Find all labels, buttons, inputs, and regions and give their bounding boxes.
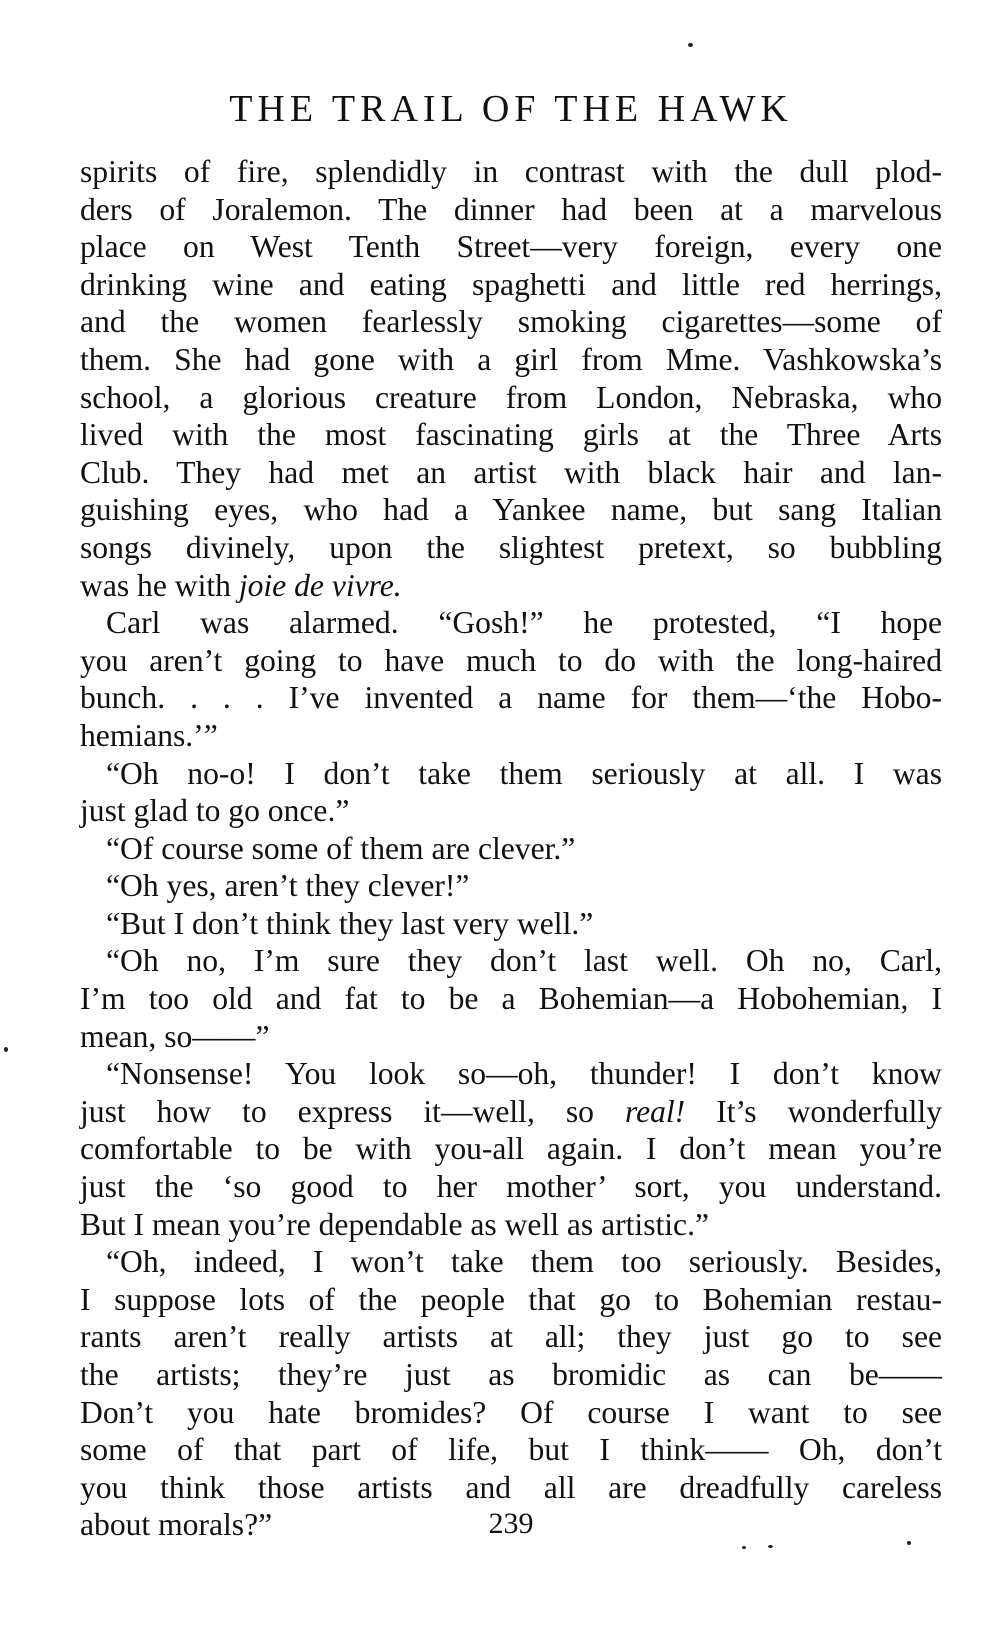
text-line [80, 1431, 942, 1469]
text-line [80, 905, 942, 943]
text-line-content: “Oh yes, aren’t they clever!” [106, 868, 470, 904]
text-line-content: “Oh no, I’m sure they don’t last well. Oh no, Carl, [106, 943, 942, 979]
text-line [80, 567, 942, 605]
print-speck [688, 43, 693, 47]
text-line-content: the artists; they’re just as bromidic as can be—— [80, 1357, 942, 1392]
text-line-content: But I mean you’re dependable as well as artistic.” [80, 1206, 710, 1242]
text-line-content: just the ‘so good to her mother’ sort, you understand. [80, 1169, 942, 1205]
text-line [80, 1168, 942, 1206]
book-page [80, 0, 942, 1650]
text-line [80, 1356, 942, 1394]
running-head: THE TRAIL OF THE HAWK [229, 88, 793, 130]
print-speck [768, 1545, 773, 1548]
italic-phrase: real! [624, 1093, 686, 1129]
body-text [80, 153, 942, 1544]
text-line [80, 379, 942, 417]
text-line-content: about morals?” [80, 1507, 273, 1543]
text-line [80, 755, 942, 793]
text-line-content: them. She had gone with a girl from Mme. Vashkowska’s [80, 341, 942, 377]
text-line-content: lived with the most fascinating girls at the Three Arts [80, 417, 942, 453]
italic-phrase: joie de vivre. [238, 567, 402, 603]
text-line [80, 1243, 942, 1281]
text-line [80, 1394, 942, 1432]
text-line-content: hemians.’” [80, 717, 218, 753]
print-speck [907, 1541, 911, 1545]
text-line [80, 867, 942, 905]
text-line [80, 1318, 942, 1356]
print-speck [742, 1546, 746, 1549]
text-line [80, 942, 942, 980]
text-line-content: Club. They had met an artist with black hair and lan- [80, 454, 942, 490]
text-line [80, 1469, 942, 1507]
text-line [80, 1206, 942, 1244]
text-line-content: and the women fearlessly smoking cigarettes—some of [80, 304, 942, 340]
text-line-content: drinking wine and eating spaghetti and little red herrings, [80, 266, 942, 302]
text-line-content: just glad to go once.” [80, 793, 350, 829]
text-line [80, 416, 942, 454]
text-line [80, 228, 942, 266]
text-line [80, 604, 942, 642]
text-line [80, 717, 942, 755]
text-line [80, 1055, 942, 1093]
text-line [80, 153, 942, 191]
text-line-content: spirits of fire, splendidly in contrast with the dull plod- [80, 154, 942, 189]
text-line [80, 1281, 942, 1319]
text-line-content: just how to express it—well, so [80, 1093, 625, 1129]
text-line-content: guishing eyes, who had a Yankee name, but sang Italian [80, 492, 942, 528]
text-line [80, 642, 942, 680]
print-speck [4, 1047, 8, 1052]
text-line [80, 529, 942, 567]
text-line-content: “But I don’t think they last very well.” [106, 905, 594, 941]
text-line-content: place on West Tenth Street—very foreign, every one [80, 229, 942, 265]
text-line [80, 980, 942, 1018]
text-line-content: ders of Joralemon. The dinner had been at a marvelous [80, 191, 942, 227]
text-line-content: comfortable to be with you-all again. I don’t mean you’re [80, 1131, 942, 1167]
text-line [80, 266, 942, 304]
text-line [80, 491, 942, 529]
text-line-content: “Oh no-o! I don’t take them seriously at all. I was [106, 755, 942, 791]
text-line-content: you think those artists and all are dreadfully careless [80, 1469, 942, 1505]
text-line [80, 792, 942, 830]
text-line-content: bunch. . . . I’ve invented a name for them—‘the Hobo- [80, 680, 942, 716]
text-line-content: rants aren’t really artists at all; they just go to see [80, 1319, 942, 1355]
text-line-content: mean, so——” [80, 1018, 270, 1054]
text-line [80, 341, 942, 379]
page-number: 239 [488, 1507, 534, 1540]
text-line-content: school, a glorious creature from London, Nebraska, who [80, 379, 942, 415]
text-line-content: I suppose lots of the people that go to Bohemian restau- [80, 1281, 942, 1317]
text-line [80, 1093, 942, 1131]
text-line-content: “Oh, indeed, I won’t take them too seriously. Besides, [106, 1244, 942, 1280]
text-line-content: “Of course some of them are clever.” [106, 830, 576, 866]
text-line-content: I’m too old and fat to be a Bohemian—a Hobohemian, I [80, 981, 942, 1017]
text-line-content: you aren’t going to have much to do with the long-haired [80, 642, 942, 678]
text-line [80, 454, 942, 492]
text-line-content: It’s wonderfully [685, 1093, 943, 1129]
text-line-content: Don’t you hate bromides? Of course I want to see [80, 1394, 942, 1430]
text-line [80, 830, 942, 868]
text-line [80, 303, 942, 341]
text-line [80, 191, 942, 229]
text-line [80, 1130, 942, 1168]
text-line [80, 1018, 942, 1056]
text-line-content: Carl was alarmed. “Gosh!” he protested, “I hope [106, 605, 942, 641]
text-line-content: some of that part of life, but I think—— Oh, don’t [80, 1432, 942, 1468]
text-line-content: songs divinely, upon the slightest pretext, so bubbling [80, 529, 942, 565]
text-line [80, 679, 942, 717]
text-line-content: “Nonsense! You look so—oh, thunder! I don’t know [106, 1056, 942, 1092]
text-line-content: was he with [80, 567, 239, 603]
